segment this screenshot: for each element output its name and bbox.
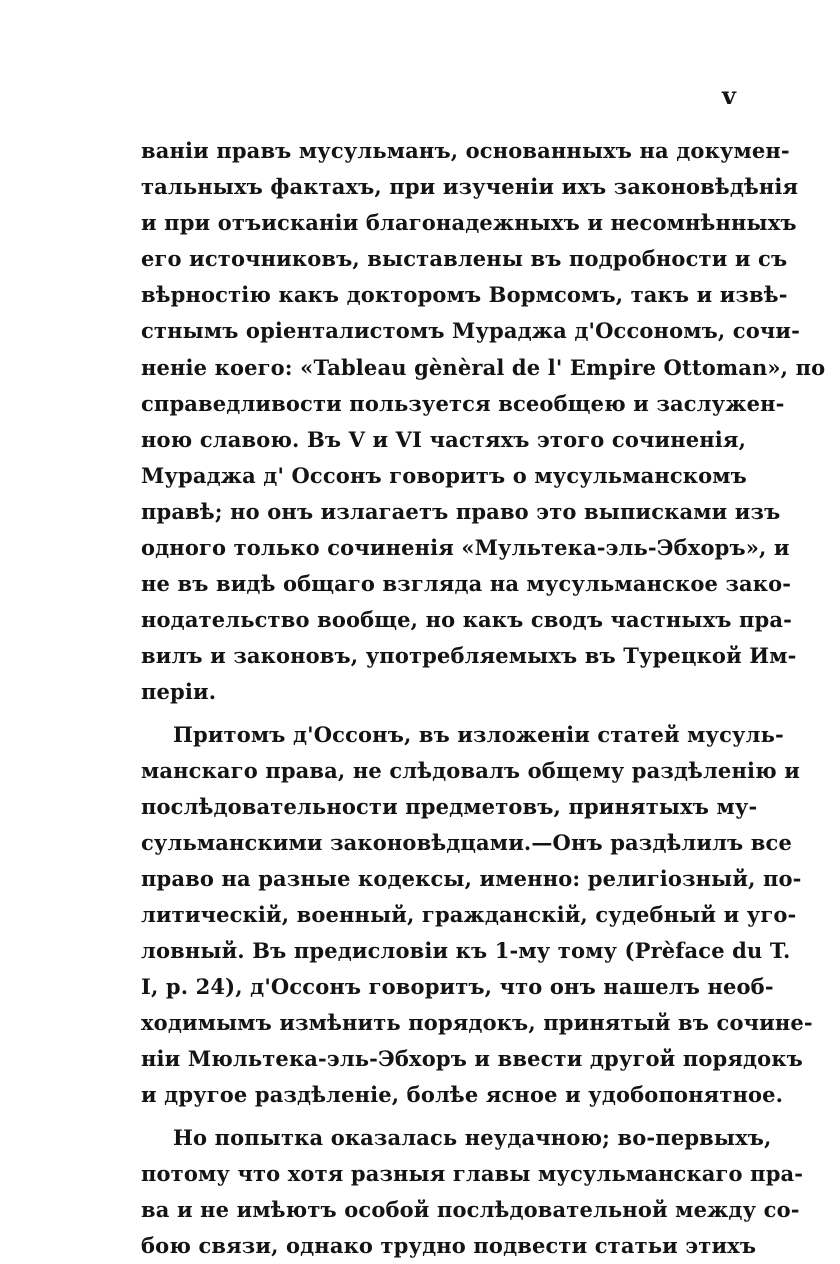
text-line: нодательство вообще, но какъ сводъ частныхъ пра- [141,607,793,633]
text-line: стнымъ оріенталистомъ Мураджа д'Оссономъ, сочи- [141,318,801,344]
text-line: ловный. Въ предисловіи къ 1-му тому (Prèface du T. [141,938,791,964]
text-line: потому что хотя разныя главы мусульманскаго пра- [141,1160,804,1186]
text-line: манскаго права, не слѣдовалъ общему раздѣленію и [141,757,800,783]
text-line: бою связи, однако трудно подвести статьи этихъ [141,1232,757,1258]
text-line: періи. [141,679,217,705]
text-line: ва и не имѣютъ особой послѣдовательной между со- [141,1196,800,1222]
text-line: справедливости пользуется всеобщею и заслужен- [141,390,785,416]
text-line: ною славою. Въ V и VI частяхъ этого сочиненія, [141,426,747,452]
body-text [141,133,826,1264]
paragraph-1 [141,133,826,711]
paragraph-3 [141,1120,804,1264]
paragraph-2 [141,717,813,1114]
text-line: вилъ и законовъ, употребляемыхъ въ Турецкой Им- [141,643,797,669]
text-line: ніи Мюльтека-эль-Эбхоръ и ввести другой порядокъ [141,1046,803,1072]
text-line: послѣдовательности предметовъ, принятыхъ му- [141,793,758,819]
text-line: ходимымъ измѣнить порядокъ, принятый въ сочине- [141,1010,813,1036]
text-line: право на разные кодексы, именно: религіозный, по- [141,865,802,891]
text-line: сульманскими законовѣдцами.—Онъ раздѣлилъ все [141,829,792,855]
text-line: вѣрностію какъ докторомъ Вормсомъ, такъ и извѣ- [141,282,788,308]
text-line: Мураджа д' Оссонъ говоритъ о мусульманскомъ [141,462,747,488]
text-line: и при отъисканіи благонадежныхъ и несомнѣнныхъ [141,210,797,236]
page-number: v [722,81,736,110]
text-line: Но попытка оказалась неудачною; во-первыхъ, [173,1124,772,1150]
text-line: тальныхъ фактахъ, при изученіи ихъ законовѣдѣнія [141,174,799,200]
text-line: одного только сочиненія «Мультека-эль-Эбхоръ», и [141,535,790,561]
text-line: Притомъ д'Оссонъ, въ изложеніи статей мусуль- [173,721,784,747]
text-line: правѣ; но онъ излагаетъ право это выписками изъ [141,498,781,524]
text-line: I, p. 24), д'Оссонъ говоритъ, что онъ нашелъ необ- [141,974,774,1000]
text-line: и другое раздѣленіе, болѣе ясное и удобопонятное. [141,1082,784,1108]
text-line: ваніи правъ мусульманъ, основанныхъ на докумен- [141,138,790,163]
text-line: литическій, военный, гражданскій, судебный и уго- [141,901,797,927]
text-line: не въ видѣ общаго взгляда на мусульманское зако- [141,571,792,597]
text-line: неніе коего: «Tableau gènèral de l' Empire Ottoman», по [141,354,826,380]
text-line: его источниковъ, выставлены въ подробности и съ [141,246,788,272]
